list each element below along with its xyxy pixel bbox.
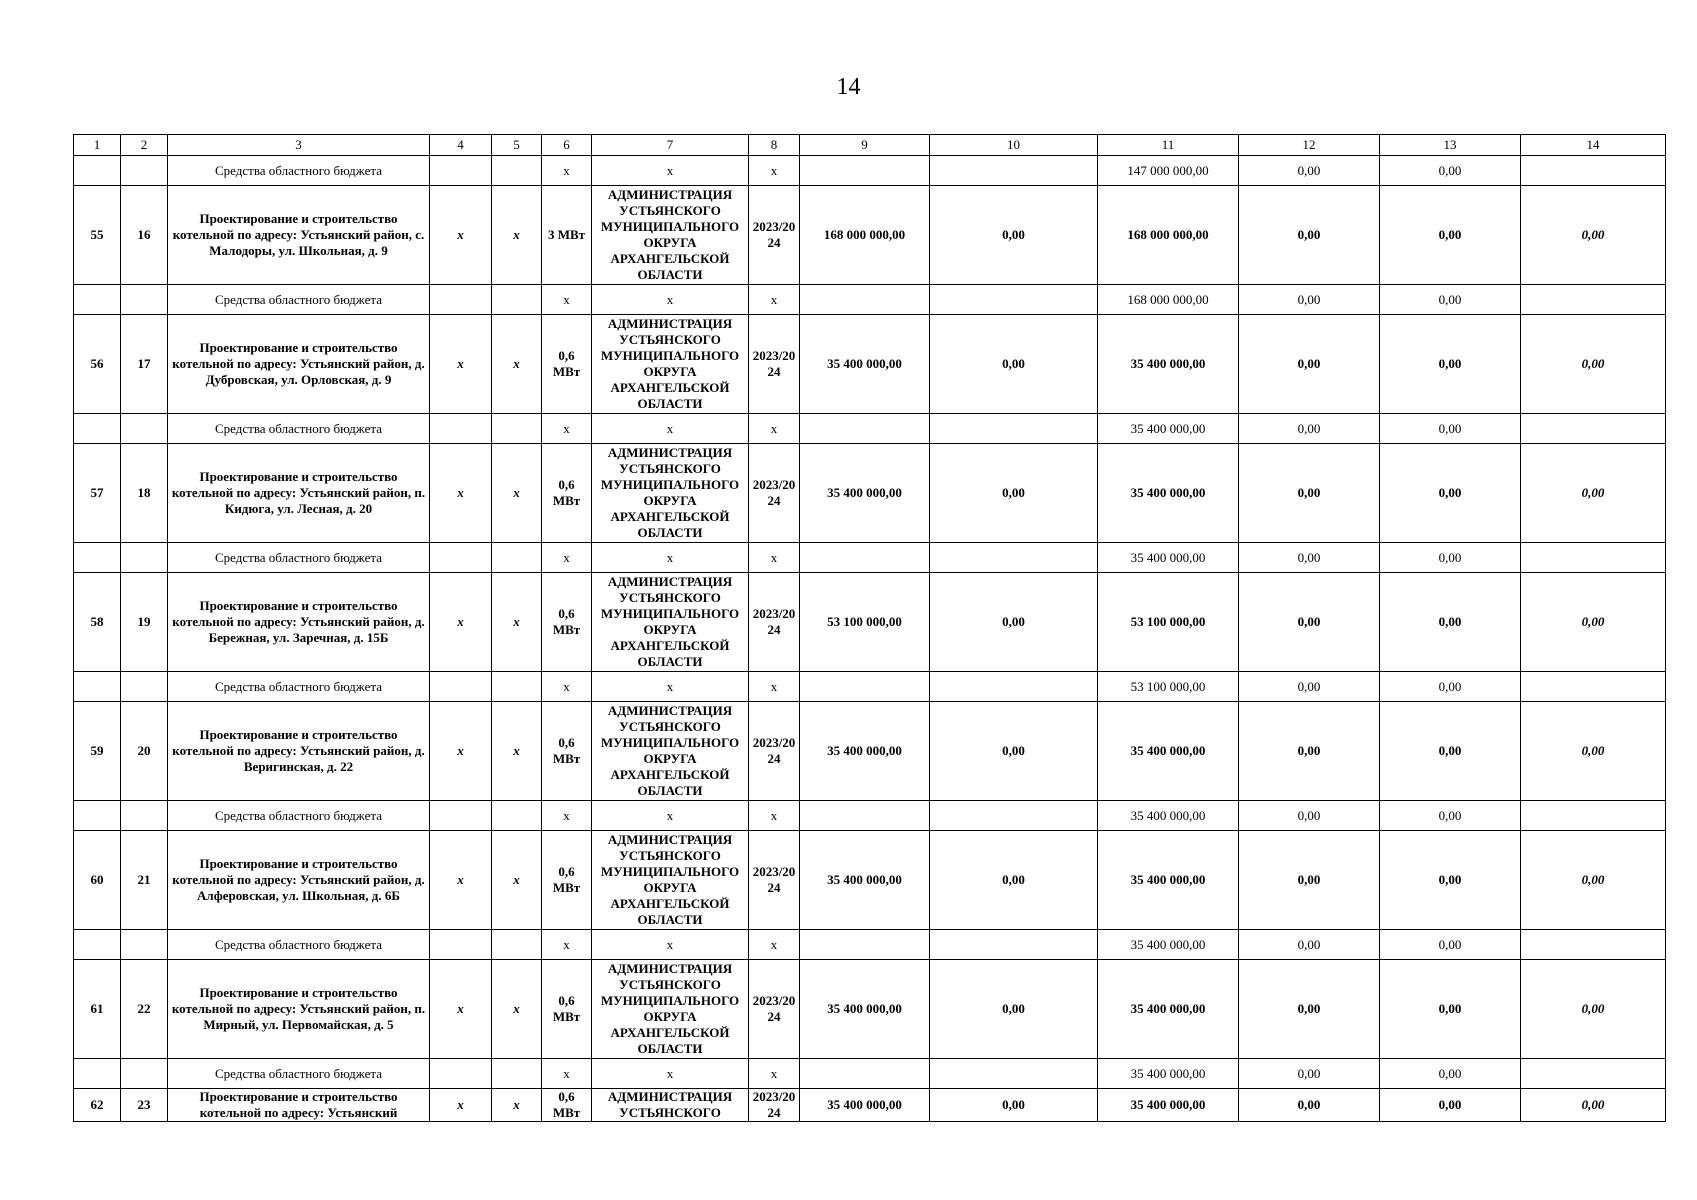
col-9 [800,414,930,444]
col-14 [1521,414,1666,444]
col-5: x [492,831,542,930]
col-6: х [542,285,592,315]
col-14: 0,00 [1521,831,1666,930]
col-5: x [492,702,542,801]
col-8: х [749,930,800,960]
header-cell-1: 1 [74,135,121,156]
col-13: 0,00 [1380,156,1521,186]
col-12: 0,00 [1239,930,1380,960]
col-14 [1521,672,1666,702]
col-11: 35 400 000,00 [1098,414,1239,444]
col-4: x [430,831,492,930]
total: 35 400 000,00 [800,702,930,801]
col-10 [930,930,1098,960]
col-10 [930,672,1098,702]
funding-source-label: Средства областного бюджета [168,1059,430,1089]
col-4: x [430,1089,492,1122]
col-12: 0,00 [1239,1059,1380,1089]
col-1 [74,285,121,315]
col-13: 0,00 [1380,573,1521,672]
col-10 [930,543,1098,573]
col-11: 35 400 000,00 [1098,1089,1239,1122]
col-8: х [749,1059,800,1089]
col-13: 0,00 [1380,702,1521,801]
col-14: 0,00 [1521,1089,1666,1122]
owner: АДМИНИСТРАЦИЯ УСТЬЯНСКОГО МУНИЦИПАЛЬНОГО ОКРУГА АРХАНГЕЛЬСКОЙ ОБЛАСТИ [592,960,749,1059]
col-6: х [542,672,592,702]
col-5 [492,414,542,444]
header-cell-14: 14 [1521,135,1666,156]
item-number: 23 [121,1089,168,1122]
period: 2023/20 24 [749,1089,800,1122]
col-12: 0,00 [1239,414,1380,444]
col-4: x [430,444,492,543]
power: 0,6 МВт [542,573,592,672]
header-cell-6: 6 [542,135,592,156]
col-7: х [592,930,749,960]
col-7: х [592,1059,749,1089]
header-cell-13: 13 [1380,135,1521,156]
item-number: 21 [121,831,168,930]
period: 2023/20 24 [749,444,800,543]
col-13: 0,00 [1380,315,1521,414]
funding-source-label: Средства областного бюджета [168,285,430,315]
col-10: 0,00 [930,1089,1098,1122]
col-11: 35 400 000,00 [1098,702,1239,801]
project-name: Проектирование и строительство котельной по адресу: Устьянский район, д. Дубровская, ул. Орловская, д. 9 [168,315,430,414]
col-2 [121,156,168,186]
table-row-subtotal [74,414,1666,444]
col-2 [121,930,168,960]
table-row [74,444,1666,543]
col-5: x [492,186,542,285]
col-11: 35 400 000,00 [1098,444,1239,543]
col-5 [492,543,542,573]
col-13: 0,00 [1380,960,1521,1059]
col-11: 35 400 000,00 [1098,315,1239,414]
col-12: 0,00 [1239,672,1380,702]
col-8: х [749,672,800,702]
row-number: 60 [74,831,121,930]
col-10 [930,156,1098,186]
col-11: 35 400 000,00 [1098,1059,1239,1089]
funding-source-label: Средства областного бюджета [168,672,430,702]
item-number: 22 [121,960,168,1059]
table-row-subtotal [74,1059,1666,1089]
col-1 [74,156,121,186]
total: 53 100 000,00 [800,573,930,672]
col-1 [74,801,121,831]
col-8: х [749,801,800,831]
total: 35 400 000,00 [800,831,930,930]
col-13: 0,00 [1380,1089,1521,1122]
col-11: 53 100 000,00 [1098,573,1239,672]
col-4 [430,1059,492,1089]
col-5 [492,285,542,315]
col-14: 0,00 [1521,186,1666,285]
col-9 [800,801,930,831]
col-11: 147 000 000,00 [1098,156,1239,186]
col-11: 35 400 000,00 [1098,801,1239,831]
col-10 [930,801,1098,831]
col-5 [492,801,542,831]
table-row [74,573,1666,672]
col-14: 0,00 [1521,444,1666,543]
period: 2023/20 24 [749,831,800,930]
col-5 [492,156,542,186]
col-12: 0,00 [1239,702,1380,801]
col-8: х [749,543,800,573]
total: 35 400 000,00 [800,444,930,543]
funding-source-label: Средства областного бюджета [168,414,430,444]
row-number: 56 [74,315,121,414]
total: 35 400 000,00 [800,1089,930,1122]
col-10 [930,1059,1098,1089]
header-cell-8: 8 [749,135,800,156]
project-name: Проектирование и строительство котельной по адресу: Устьянский район, п. Мирный, ул. Первомайская, д. 5 [168,960,430,1059]
col-12: 0,00 [1239,285,1380,315]
table-row [74,831,1666,930]
header-cell-12: 12 [1239,135,1380,156]
col-5: x [492,573,542,672]
col-9 [800,156,930,186]
header-cell-4: 4 [430,135,492,156]
col-12: 0,00 [1239,186,1380,285]
owner: АДМИНИСТРАЦИЯ УСТЬЯНСКОГО МУНИЦИПАЛЬНОГО ОКРУГА АРХАНГЕЛЬСКОЙ ОБЛАСТИ [592,186,749,285]
col-7: х [592,801,749,831]
col-13: 0,00 [1380,672,1521,702]
col-5: x [492,960,542,1059]
item-number: 17 [121,315,168,414]
page-number: 14 [836,74,861,100]
power: 0,6 МВт [542,831,592,930]
owner: АДМИНИСТРАЦИЯ УСТЬЯНСКОГО МУНИЦИПАЛЬНОГО ОКРУГА АРХАНГЕЛЬСКОЙ ОБЛАСТИ [592,702,749,801]
col-13: 0,00 [1380,543,1521,573]
power: 0,6 МВт [542,960,592,1059]
col-14: 0,00 [1521,702,1666,801]
power: 3 МВт [542,186,592,285]
col-7: х [592,414,749,444]
owner: АДМИНИСТРАЦИЯ УСТЬЯНСКОГО МУНИЦИПАЛЬНОГО ОКРУГА АРХАНГЕЛЬСКОЙ ОБЛАСТИ [592,831,749,930]
table-row [74,186,1666,285]
power: 0,6 МВт [542,702,592,801]
period: 2023/20 24 [749,960,800,1059]
header-cell-9: 9 [800,135,930,156]
row-number: 57 [74,444,121,543]
header-cell-7: 7 [592,135,749,156]
col-12: 0,00 [1239,801,1380,831]
col-11: 35 400 000,00 [1098,831,1239,930]
col-4: x [430,573,492,672]
item-number: 16 [121,186,168,285]
col-6: х [542,156,592,186]
project-name: Проектирование и строительство котельной по адресу: Устьянский [168,1089,430,1122]
col-6: х [542,801,592,831]
col-9 [800,543,930,573]
table-row [74,315,1666,414]
col-14 [1521,156,1666,186]
col-6: х [542,930,592,960]
row-number: 61 [74,960,121,1059]
funding-source-label: Средства областного бюджета [168,930,430,960]
col-14 [1521,285,1666,315]
col-9 [800,1059,930,1089]
col-12: 0,00 [1239,156,1380,186]
col-1 [74,930,121,960]
col-7: х [592,156,749,186]
col-4: x [430,186,492,285]
owner: АДМИНИСТРАЦИЯ УСТЬЯНСКОГО МУНИЦИПАЛЬНОГО ОКРУГА АРХАНГЕЛЬСКОЙ ОБЛАСТИ [592,573,749,672]
col-4 [430,801,492,831]
period: 2023/20 24 [749,702,800,801]
table-row [74,960,1666,1059]
col-2 [121,801,168,831]
col-14 [1521,930,1666,960]
col-4 [430,672,492,702]
col-13: 0,00 [1380,801,1521,831]
table-row-subtotal [74,285,1666,315]
col-7: х [592,285,749,315]
row-number: 62 [74,1089,121,1122]
table-row [74,702,1666,801]
col-11: 35 400 000,00 [1098,930,1239,960]
row-number: 58 [74,573,121,672]
col-4 [430,285,492,315]
project-name: Проектирование и строительство котельной по адресу: Устьянский район, д. Веригинская, д. 22 [168,702,430,801]
col-1 [74,414,121,444]
col-10: 0,00 [930,573,1098,672]
col-10: 0,00 [930,315,1098,414]
col-4: x [430,702,492,801]
col-14: 0,00 [1521,573,1666,672]
owner: АДМИНИСТРАЦИЯ УСТЬЯНСКОГО МУНИЦИПАЛЬНОГО ОКРУГА АРХАНГЕЛЬСКОЙ ОБЛАСТИ [592,315,749,414]
col-13: 0,00 [1380,1059,1521,1089]
table-row-subtotal [74,801,1666,831]
col-12: 0,00 [1239,1089,1380,1122]
period: 2023/20 24 [749,186,800,285]
header-cell-5: 5 [492,135,542,156]
col-9 [800,930,930,960]
table-row-subtotal [74,672,1666,702]
col-13: 0,00 [1380,444,1521,543]
col-13: 0,00 [1380,414,1521,444]
col-14: 0,00 [1521,960,1666,1059]
table-row-subtotal [74,930,1666,960]
col-6: х [542,414,592,444]
col-4 [430,543,492,573]
col-11: 35 400 000,00 [1098,543,1239,573]
table-row [74,1089,1666,1122]
col-1 [74,543,121,573]
col-11: 168 000 000,00 [1098,285,1239,315]
item-number: 20 [121,702,168,801]
col-7: х [592,672,749,702]
header-cell-2: 2 [121,135,168,156]
table-row-subtotal [74,543,1666,573]
col-5 [492,930,542,960]
col-4 [430,414,492,444]
col-9 [800,672,930,702]
header-row [74,135,1666,156]
col-7: х [592,543,749,573]
project-name: Проектирование и строительство котельной по адресу: Устьянский район, п. Кидюга, ул. Лесная, д. 20 [168,444,430,543]
col-5: x [492,444,542,543]
col-11: 168 000 000,00 [1098,186,1239,285]
col-4: x [430,315,492,414]
col-10 [930,285,1098,315]
power: 0,6 МВт [542,315,592,414]
col-10: 0,00 [930,186,1098,285]
col-14 [1521,543,1666,573]
header-cell-11: 11 [1098,135,1239,156]
col-12: 0,00 [1239,315,1380,414]
col-9 [800,285,930,315]
col-2 [121,672,168,702]
total: 35 400 000,00 [800,960,930,1059]
project-name: Проектирование и строительство котельной по адресу: Устьянский район, д. Бережная, ул. Заречная, д. 15Б [168,573,430,672]
col-5 [492,1059,542,1089]
project-name: Проектирование и строительство котельной по адресу: Устьянский район, с. Малодоры, ул. Школьная, д. 9 [168,186,430,285]
owner: АДМИНИСТРАЦИЯ УСТЬЯНСКОГО [592,1089,749,1122]
col-12: 0,00 [1239,543,1380,573]
col-8: х [749,285,800,315]
col-2 [121,414,168,444]
col-12: 0,00 [1239,573,1380,672]
col-4: x [430,960,492,1059]
col-5 [492,672,542,702]
funding-source-label: Средства областного бюджета [168,801,430,831]
header-cell-3: 3 [168,135,430,156]
col-4 [430,156,492,186]
col-10: 0,00 [930,960,1098,1059]
row-number: 59 [74,702,121,801]
col-8: х [749,414,800,444]
col-10 [930,414,1098,444]
table-row-subtotal [74,156,1666,186]
col-6: х [542,1059,592,1089]
col-1 [74,1059,121,1089]
col-11: 35 400 000,00 [1098,960,1239,1059]
period: 2023/20 24 [749,573,800,672]
col-13: 0,00 [1380,930,1521,960]
owner: АДМИНИСТРАЦИЯ УСТЬЯНСКОГО МУНИЦИПАЛЬНОГО ОКРУГА АРХАНГЕЛЬСКОЙ ОБЛАСТИ [592,444,749,543]
period: 2023/20 24 [749,315,800,414]
item-number: 19 [121,573,168,672]
col-5: x [492,315,542,414]
col-10: 0,00 [930,831,1098,930]
col-1 [74,672,121,702]
col-2 [121,543,168,573]
funding-source-label: Средства областного бюджета [168,156,430,186]
funding-source-label: Средства областного бюджета [168,543,430,573]
power: 0,6 МВт [542,444,592,543]
budget-table [73,134,1666,1122]
col-14 [1521,1059,1666,1089]
power: 0,6 МВт [542,1089,592,1122]
col-8: х [749,156,800,186]
col-13: 0,00 [1380,831,1521,930]
col-11: 53 100 000,00 [1098,672,1239,702]
col-2 [121,285,168,315]
col-4 [430,930,492,960]
col-13: 0,00 [1380,285,1521,315]
row-number: 55 [74,186,121,285]
col-2 [121,1059,168,1089]
col-14 [1521,801,1666,831]
col-5: x [492,1089,542,1122]
col-10: 0,00 [930,702,1098,801]
col-13: 0,00 [1380,186,1521,285]
col-12: 0,00 [1239,960,1380,1059]
col-12: 0,00 [1239,831,1380,930]
total: 168 000 000,00 [800,186,930,285]
col-14: 0,00 [1521,315,1666,414]
header-cell-10: 10 [930,135,1098,156]
col-10: 0,00 [930,444,1098,543]
project-name: Проектирование и строительство котельной по адресу: Устьянский район, д. Алферовская, ул. Школьная, д. 6Б [168,831,430,930]
item-number: 18 [121,444,168,543]
total: 35 400 000,00 [800,315,930,414]
col-12: 0,00 [1239,444,1380,543]
col-6: х [542,543,592,573]
